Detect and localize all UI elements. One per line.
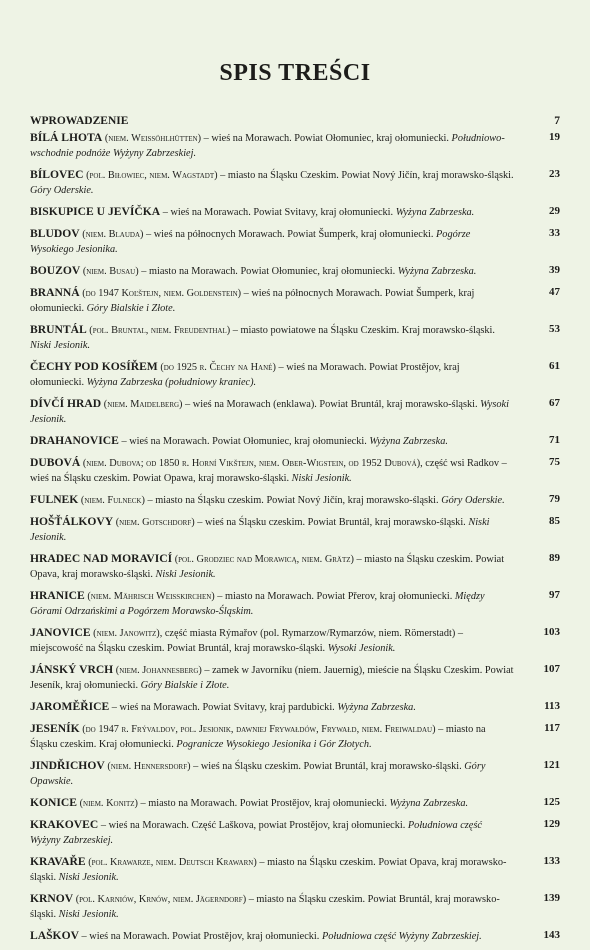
toc-entry[interactable] [30, 795, 560, 811]
toc-entry[interactable] [30, 551, 560, 582]
toc-entry-page: 67 [549, 397, 560, 409]
entry-alt-name: (do 1947 r. Frývaldov, pol. Jesionik, dawniej Frywałdów, Frywałd, niem. Freiwaldau) [82, 724, 436, 735]
entry-name: BÍLÁ LHOTA [30, 131, 103, 144]
entry-alt-name: (do 1947 Koľštejn, niem. Goldenstein) [82, 288, 242, 299]
entry-alt-name: (pol. Biłowiec, niem. Wagstadt) [86, 170, 218, 181]
toc-entry[interactable] [30, 699, 560, 715]
toc-entry[interactable] [30, 721, 560, 752]
entry-name: JESENÍK [30, 722, 80, 735]
page-title: SPIS TREŚCI [219, 60, 371, 86]
entry-region: Góry Bialskie i Złote. [140, 680, 230, 691]
toc-entry-page: 107 [543, 663, 560, 675]
entry-alt-name: (niem. Blauda) [82, 229, 144, 240]
entry-description: – wieś na północnych Morawach. Powiat Šumperk, kraj ołomuniecki. [143, 229, 436, 240]
toc-entry[interactable] [30, 854, 560, 885]
entry-name: FULNEK [30, 493, 79, 506]
entry-description: – wieś na Śląsku czeskim. Powiat Bruntál, kraj morawsko-śląski. [194, 517, 469, 528]
entry-region: Południowa część Wyżyny Zabrzeskiej. [321, 931, 482, 942]
entry-region: Między Górami Odrzańskimi a Pogórzem Morawsko-Śląskim. [30, 591, 485, 617]
entry-name: BOUZOV [30, 264, 81, 277]
entry-name: DRAHANOVICE [30, 434, 119, 447]
toc-entry-page: 33 [549, 227, 560, 239]
entry-name: KRNOV [30, 892, 74, 905]
entry-alt-name: (niem. Dubova; od 1850 r. Horní Vikštejn, niem. Ober-Wigstein, od 1952 Dubová), [82, 458, 423, 469]
entry-region: Wyżyna Zabrzeska. [395, 207, 475, 218]
entry-name: KRAKOVEC [30, 818, 99, 831]
entry-name: HRANICE [30, 589, 85, 602]
entry-name: HOŠŤÁLKOVY [30, 515, 114, 528]
toc-entry[interactable] [30, 263, 560, 279]
toc-entry-page: 117 [544, 722, 560, 734]
intro-page: 7 [554, 115, 560, 127]
toc-entry-page: 143 [543, 929, 560, 941]
entry-description: – miasto na Morawach. Powiat Prostějov, kraj ołomuniecki. [137, 798, 390, 809]
toc-entry[interactable] [30, 492, 560, 508]
entry-name: JAROMĚŘICE [30, 700, 110, 713]
entry-name: KRAVAŘE [30, 855, 86, 868]
toc-entry[interactable] [30, 891, 560, 922]
entry-region: Południowo-wschodnie podnóże Wyżyny Zabrzeskiej. [30, 133, 505, 159]
toc-entry-page: 23 [549, 168, 560, 180]
entry-region: Wyżyna Zabrzeska. [397, 266, 477, 277]
entry-description: – wieś na Morawach. Powiat Ołomuniec, kraj ołomuniecki. [118, 436, 370, 447]
toc-entry-page: 53 [549, 323, 560, 335]
entry-name: LAŠKOV [30, 929, 79, 942]
toc-entry-page: 85 [549, 515, 560, 527]
entry-region: Pogórze Wysokiego Jesionika. [30, 229, 471, 255]
entry-region: Wyżyna Zabrzeska. [389, 798, 469, 809]
entry-alt-name: (niem. Weissöhlhütten) [104, 133, 202, 144]
entry-description: – wieś na Śląsku czeskim. Powiat Bruntál, kraj morawsko-śląski. [190, 761, 465, 772]
entry-description: – wieś na Morawach. Powiat Prostějov, kraj ołomuniecki. [78, 931, 322, 942]
entry-description: – miasto powiatowe na Śląsku Czeskim. Kraj morawsko-śląski. [230, 325, 495, 336]
toc-entry[interactable] [30, 167, 560, 198]
entry-description: – zamek w Javorníku (niem. Jauernig), mieście na Śląsku Czeskim. Powiat Jeseník, kraj ołomuniecki. [30, 665, 514, 691]
toc-entry-text [30, 433, 526, 449]
toc-entry-text [30, 263, 526, 279]
toc-entry[interactable] [30, 514, 560, 545]
toc-entry-page: 75 [549, 456, 560, 468]
entry-region: Południowa część Wyżyny Zabrzeskiej. [30, 820, 482, 846]
entry-name: JANOVICE [30, 626, 91, 639]
entry-description: – miasto na Morawach. Powiat Ołomuniec, kraj ołomuniecki. [138, 266, 398, 277]
entry-alt-name: (do 1925 r. Čechy na Hané) [160, 362, 276, 373]
intro-label: WPROWADZENIE [30, 115, 129, 127]
toc-entry-text [30, 322, 526, 353]
entry-name: HRADEC NAD MORAVICÍ [30, 552, 173, 565]
toc-entry-text [30, 662, 526, 693]
toc-entry-page: 89 [549, 552, 560, 564]
entry-region: Góry Bialskie i Złote. [86, 303, 176, 314]
entry-name: ČECHY POD KOSÍŘEM [30, 360, 158, 373]
entry-name: JINDŘICHOV [30, 759, 105, 772]
toc-entry-page: 125 [543, 796, 560, 808]
entry-region: Niski Jesionik. [291, 473, 352, 484]
entry-alt-name: (niem. Mährisch Weisskirchen) [87, 591, 215, 602]
toc-entry-page: 139 [543, 892, 560, 904]
toc-entry-text [30, 514, 526, 545]
entry-description: – wieś na północnych Morawach. Powiat Šumperk, kraj ołomuniecki. [30, 288, 475, 314]
toc-entry-page: 113 [544, 700, 560, 712]
toc-entry-page: 121 [543, 759, 560, 771]
toc-entry-text [30, 551, 526, 582]
toc-entry-page: 29 [549, 205, 560, 217]
toc-entry-text [30, 795, 526, 811]
toc-entry[interactable] [30, 359, 560, 390]
toc-entry-text [30, 625, 526, 656]
entry-region: Wyżyna Zabrzeska (południowy kraniec). [86, 377, 257, 388]
toc-entry-text [30, 588, 526, 619]
toc-entry-text [30, 167, 526, 198]
toc-entry[interactable] [30, 433, 560, 449]
entry-region: Wysoki Jesionik. [327, 643, 396, 654]
entry-name: BISKUPICE U JEVÍČKA [30, 205, 161, 218]
toc-entry[interactable] [30, 130, 560, 161]
toc-entry[interactable] [30, 817, 560, 848]
toc-entry-text [30, 455, 526, 486]
entry-alt-name: (niem. Hennersdorf) [107, 761, 191, 772]
toc-entry-text [30, 699, 526, 715]
entry-description: – miasto na Śląsku czeskim. Powiat Opava, kraj morawsko-śląski. [30, 857, 507, 883]
entry-region: Niski Jesionik. [58, 909, 119, 920]
entry-description: – wieś na Morawach. Powiat Prostějov, kraj ołomuniecki. [30, 362, 460, 388]
entry-alt-name: (pol. Bruntal, niem. Freudenthal) [89, 325, 231, 336]
entry-description: – wieś na Morawach (enklawa). Powiat Bruntál, kraj morawsko-śląski. [182, 399, 481, 410]
entry-description: część wsi Radkov – wieś na Śląsku czeskim. Powiat Opawa, kraj morawsko-śląski. [30, 458, 507, 484]
toc-entry-text [30, 928, 526, 944]
toc-entry-text [30, 492, 526, 508]
toc-entry-intro[interactable] [30, 115, 560, 127]
entry-description: – miasto na Śląsku Czeskim. Powiat Nový Jičín, kraj morawsko-śląski. [217, 170, 514, 181]
toc-entry-page: 61 [549, 360, 560, 372]
toc-entry-text [30, 285, 526, 316]
entry-description: – miasto na Morawach. Powiat Přerov, kraj ołomuniecki. [214, 591, 455, 602]
toc-entry-text [30, 226, 526, 257]
entry-region: Pogranicze Wysokiego Jesionika i Gór Złotych. [176, 739, 372, 750]
entry-alt-name: (niem. Janowitz), [93, 628, 163, 639]
entry-alt-name: (niem. Gotschdorf) [115, 517, 195, 528]
entry-name: BÍLOVEC [30, 168, 84, 181]
toc-entry-text [30, 359, 526, 390]
toc-entry-text [30, 396, 526, 427]
toc-entry-page: 39 [549, 264, 560, 276]
toc-entry-page: 19 [549, 131, 560, 143]
toc-entry-page: 129 [543, 818, 560, 830]
toc-entry[interactable] [30, 588, 560, 619]
toc-entry[interactable] [30, 285, 560, 316]
toc-entry-text [30, 891, 526, 922]
entry-alt-name: (niem. Konitz) [79, 798, 138, 809]
entry-name: BRUNTÁL [30, 323, 87, 336]
entry-alt-name: (niem. Fulneck) [80, 495, 145, 506]
toc-entry[interactable] [30, 662, 560, 693]
entry-name: JÁNSKÝ VRCH [30, 663, 114, 676]
entry-region: Niski Jesionik. [30, 340, 91, 351]
entry-description: – miasto na Śląsku czeskim. Powiat Opava, kraj morawsko-śląski. [30, 554, 505, 580]
entry-name: DÍVČÍ HRAD [30, 397, 102, 410]
entry-description: – wieś na Morawach. Powiat Ołomuniec, kraj ołomuniecki. [201, 133, 452, 144]
toc-entry[interactable] [30, 396, 560, 427]
toc-entry-text [30, 721, 526, 752]
entry-name: DUBOVÁ [30, 456, 81, 469]
toc-entry-text [30, 204, 526, 220]
entry-region: Góry Oderskie. [30, 185, 94, 196]
entry-alt-name: (niem. Johannesberg) [115, 665, 202, 676]
toc-entry-text [30, 817, 526, 848]
entry-description: – wieś na Morawach. Powiat Svitavy, kraj ołomuniecki. [160, 207, 396, 218]
entry-description: – miasto na Śląsku czeskim. Powiat Bruntál, kraj morawsko-śląski. [30, 894, 500, 920]
entry-region: Niski Jesionik. [155, 569, 216, 580]
entry-description: część miasta Rýmařov (pol. Rymarzow/Rymarzów, niem. Römerstadt) – miejscowość na Śląsku czeskim. Powiat Bruntál, kraj morawsko-śląski. [30, 628, 464, 654]
entry-description: – miasto na Śląsku czeskim. Powiat Nový Jičín, kraj morawsko-śląski. [144, 495, 442, 506]
entry-alt-name: (pol. Grodziec nad Morawicą, niem. Grätz) [174, 554, 354, 565]
toc-entry-page: 97 [549, 589, 560, 601]
entry-region: Wyżyna Zabrzeska. [337, 702, 416, 713]
toc-entry[interactable] [30, 928, 560, 944]
entry-name: BLUDOV [30, 227, 80, 240]
entry-region: Wyżyna Zabrzeska. [369, 436, 448, 447]
entry-description: – miasto na Śląsku czeskim. Kraj ołomuniecki. [30, 724, 486, 750]
entry-region: Góry Opawskie. [30, 761, 486, 787]
entry-name: BRANNÁ [30, 286, 80, 299]
toc-entry[interactable] [30, 758, 560, 789]
entry-region: Wysoki Jesionik. [30, 399, 509, 425]
entry-region: Niski Jesionik. [30, 517, 490, 543]
toc-entry[interactable] [30, 625, 560, 656]
toc-entry-text [30, 854, 526, 885]
toc-entry-page: 79 [549, 493, 560, 505]
entry-alt-name: (pol. Krawarze, niem. Deutsch Krawarn) [88, 857, 257, 868]
toc-entry-text [30, 130, 526, 161]
toc-entry[interactable] [30, 204, 560, 220]
entry-region: Góry Oderskie. [441, 495, 505, 506]
entry-region: Niski Jesionik. [58, 872, 119, 883]
toc-entry[interactable] [30, 226, 560, 257]
entry-description: – wieś na Morawach. Powiat Svitavy, kraj pardubicki. [109, 702, 338, 713]
toc-entry-page: 133 [543, 855, 560, 867]
toc-entry-page: 71 [549, 434, 560, 446]
entry-alt-name: (niem. Busau) [82, 266, 139, 277]
toc-entry-page: 47 [549, 286, 560, 298]
toc-entry[interactable] [30, 322, 560, 353]
entry-alt-name: (pol. Karniów, Krnów, niem. Jägerndorf) [75, 894, 247, 905]
toc-entry-page: 103 [543, 626, 560, 638]
toc-entry-text [30, 758, 526, 789]
entry-name: KONICE [30, 796, 78, 809]
entry-description: – wieś na Morawach. Część Laškova, powiat Prostějov, kraj ołomuniecki. [98, 820, 408, 831]
toc-entry[interactable] [30, 455, 560, 486]
toc-list [30, 130, 560, 950]
entry-alt-name: (niem. Maidelberg) [103, 399, 183, 410]
